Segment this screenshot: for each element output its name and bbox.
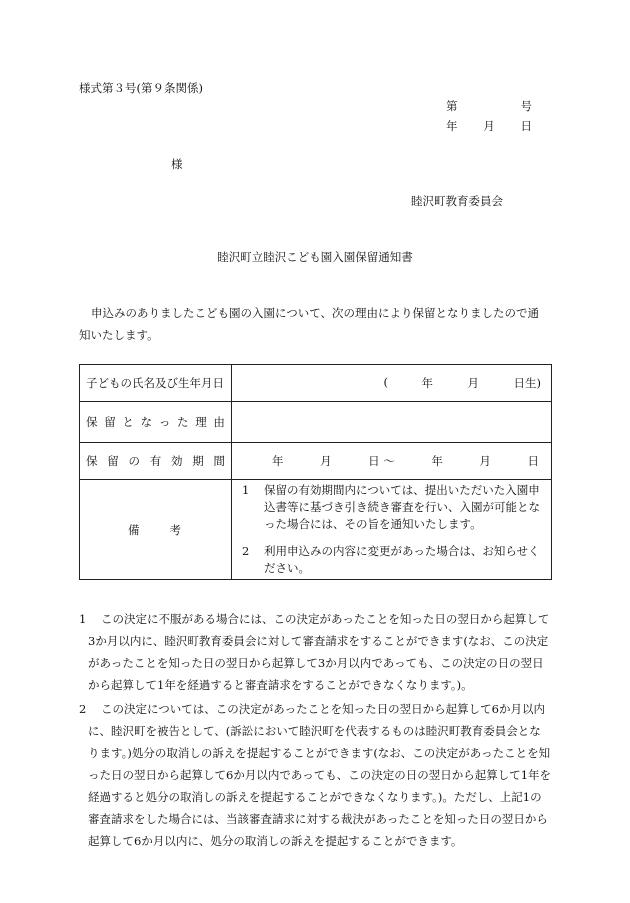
char: 間: [213, 454, 225, 468]
remark-number: 2: [242, 544, 250, 558]
table-row: [80, 443, 552, 480]
table-row: [80, 402, 552, 443]
addressee: 様: [171, 157, 183, 171]
footnote-text: この決定に不服がある場合には、この決定があったことを知った日の翌日から起算して3か月以内に、睦沢町教育委員会に対して審査請求をすることができます(なお、この決定があったことを知った日の翌日から起算して3か月以内であっても、この決定の日の翌日から起算して1年を経過すると審査請求をすることができなくなります。)。: [88, 612, 550, 692]
birth-date: [232, 375, 551, 391]
document-number: [446, 98, 532, 114]
period-end-month: 月: [479, 454, 491, 468]
date-month: 月: [483, 119, 495, 133]
char: 保: [86, 454, 98, 468]
char: た: [177, 415, 189, 429]
birth-open: (: [383, 375, 388, 389]
notice-table: [79, 364, 552, 580]
period-start-day: 日 ～: [368, 454, 395, 468]
child-name-cell: [232, 365, 552, 402]
reason-label: [80, 402, 232, 443]
child-name-label-text: 子どもの氏名及び生年月日: [86, 376, 224, 390]
char: っ: [158, 415, 171, 429]
char: 留: [107, 454, 119, 468]
char: 期: [192, 454, 204, 468]
form-number: 様式第３号(第９条関係): [79, 81, 203, 95]
char: 効: [171, 454, 183, 468]
reason-label-text: [80, 414, 231, 430]
child-name-label: [80, 365, 232, 402]
birth-day: 日生): [513, 376, 541, 390]
remark-text: 利用申込みの内容に変更があった場合は、お知らせください。: [264, 544, 540, 575]
remark-item: [232, 482, 551, 533]
remark-text: 保留の有効期間内については、提出いただいた入園申込書等に基づき引き続き審査を行い、入園が可能となった場合には、その旨を通知いたします。: [264, 483, 540, 531]
period-end-day: 日: [527, 454, 539, 468]
footnote-item: [79, 698, 552, 852]
char: 備: [128, 522, 140, 537]
char: な: [140, 415, 153, 429]
char: 由: [213, 415, 225, 429]
number-suffix: 号: [520, 99, 532, 113]
char: 有: [149, 454, 162, 468]
char: と: [122, 415, 134, 429]
period-label: [80, 443, 232, 480]
char: 理: [195, 415, 207, 429]
char: 留: [104, 415, 116, 429]
document-title: 睦沢町立睦沢こども園入園保留通知書: [217, 250, 413, 264]
remark-number: 1: [242, 483, 250, 497]
table-row: [80, 480, 552, 580]
period-label-text: [80, 453, 231, 469]
char: 考: [169, 522, 181, 537]
footnote-text: この決定については、この決定があったことを知った日の翌日から起算して6か月以内に、睦沢町を被告として、(訴訟において睦沢町を代表するものは睦沢町教育委員会となります。)処分の取消しの訴えを提起することができます(なお、この決定があったことを知った日の翌日から起算して6か月以内であっても、この決定の日の翌日から起算して1年を経過すると処分の取消しの訴えを提起することができなくなります。)。ただし、上記1の審査請求をした場合には、当該審査請求に対する裁決があったことを知った日の翌日から起算して6か月以内に、処分の取消しの訴えを提起することができます。: [88, 702, 552, 848]
date-day: 日: [520, 119, 532, 133]
remarks-cell: [232, 480, 552, 580]
footnote-number: 2: [79, 702, 87, 716]
period-end-year: 年: [431, 454, 443, 468]
period-cell: [232, 443, 552, 480]
issue-date: [446, 118, 532, 134]
table-row: [80, 365, 552, 402]
period-start-month: 月: [320, 454, 332, 468]
date-year: 年: [446, 119, 458, 133]
footnote-number: 1: [79, 612, 87, 626]
remark-item: [232, 543, 551, 577]
char: の: [128, 454, 140, 468]
char: 保: [86, 415, 98, 429]
footnote-item: [79, 608, 552, 696]
intro-paragraph: 申込みのありましたこども園の入園について、次の理由により保留となりましたので通知いたします。: [79, 306, 540, 342]
period-start-year: 年: [272, 454, 284, 468]
issuer: 睦沢町教育委員会: [411, 194, 503, 208]
birth-year: 年: [421, 376, 433, 390]
birth-month: 月: [467, 376, 479, 390]
remarks-label: [80, 480, 232, 580]
remarks-label-text: [80, 522, 231, 538]
number-prefix: 第: [446, 99, 458, 113]
reason-cell: [232, 402, 552, 443]
validity-period: [232, 453, 551, 469]
